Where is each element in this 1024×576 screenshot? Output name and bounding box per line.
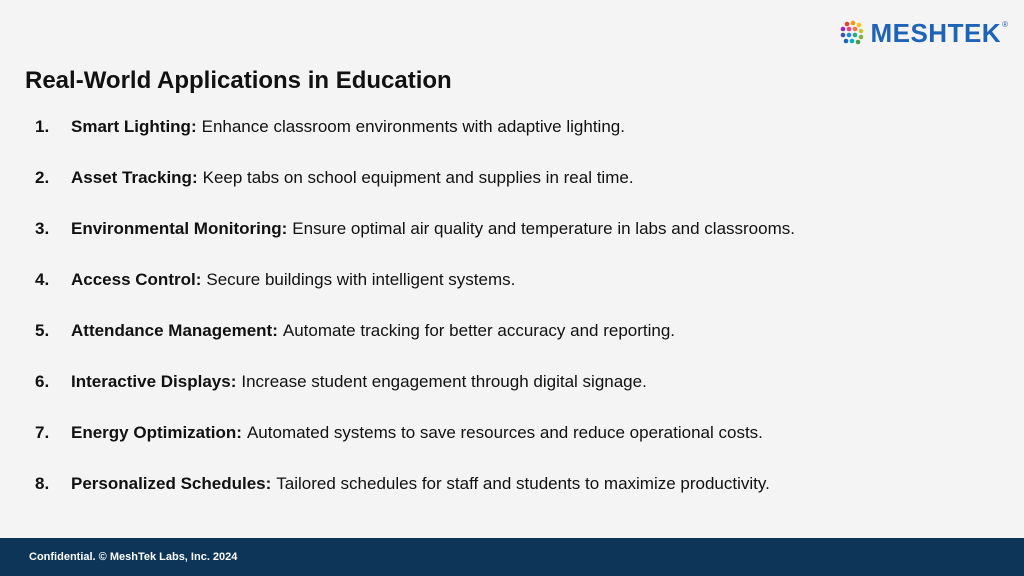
item-number: 6. — [35, 372, 50, 391]
list-item — [35, 216, 795, 267]
meshtek-dots-logo-icon — [838, 19, 866, 47]
item-description: Enhance classroom environments with adaptive lighting. — [201, 117, 625, 136]
item-term: Asset Tracking: — [71, 168, 198, 187]
list-item — [35, 267, 795, 318]
applications-list — [35, 114, 795, 522]
list-item — [35, 369, 795, 420]
item-term: Interactive Displays: — [71, 372, 237, 391]
item-number: 5. — [35, 321, 50, 340]
item-description: Automated systems to save resources and reduce operational costs. — [246, 423, 763, 442]
list-item — [35, 165, 795, 216]
slide-title: Real-World Applications in Education — [25, 67, 452, 94]
item-number: 3. — [35, 219, 50, 238]
item-number: 8. — [35, 474, 50, 493]
item-number: 7. — [35, 423, 50, 442]
item-term: Attendance Management: — [71, 321, 278, 340]
item-term: Personalized Schedules: — [71, 474, 272, 493]
item-term: Energy Optimization: — [71, 423, 242, 442]
item-term: Environmental Monitoring: — [71, 219, 288, 238]
registered-mark: ® — [1002, 20, 1008, 29]
item-number: 4. — [35, 270, 50, 289]
item-description: Secure buildings with intelligent systems. — [206, 270, 516, 289]
list-item — [35, 471, 795, 522]
item-description: Increase student engagement through digital signage. — [241, 372, 647, 391]
list-item — [35, 420, 795, 471]
list-item — [35, 114, 795, 165]
item-number: 1. — [35, 117, 50, 136]
item-description: Tailored schedules for staff and students to maximize productivity. — [276, 474, 770, 493]
list-item — [35, 318, 795, 369]
item-term: Access Control: — [71, 270, 202, 289]
item-description: Keep tabs on school equipment and supplies in real time. — [202, 168, 634, 187]
item-term: Smart Lighting: — [71, 117, 197, 136]
item-number: 2. — [35, 168, 50, 187]
item-description: Ensure optimal air quality and temperature in labs and classrooms. — [292, 219, 795, 238]
footer-confidential-text: Confidential. © MeshTek Labs, Inc. 2024 — [29, 551, 238, 563]
brand-logo — [838, 18, 1008, 48]
footer-bar — [0, 538, 1024, 576]
brand-name: MESHTEK — [870, 18, 1002, 48]
item-description: Automate tracking for better accuracy and reporting. — [282, 321, 676, 340]
